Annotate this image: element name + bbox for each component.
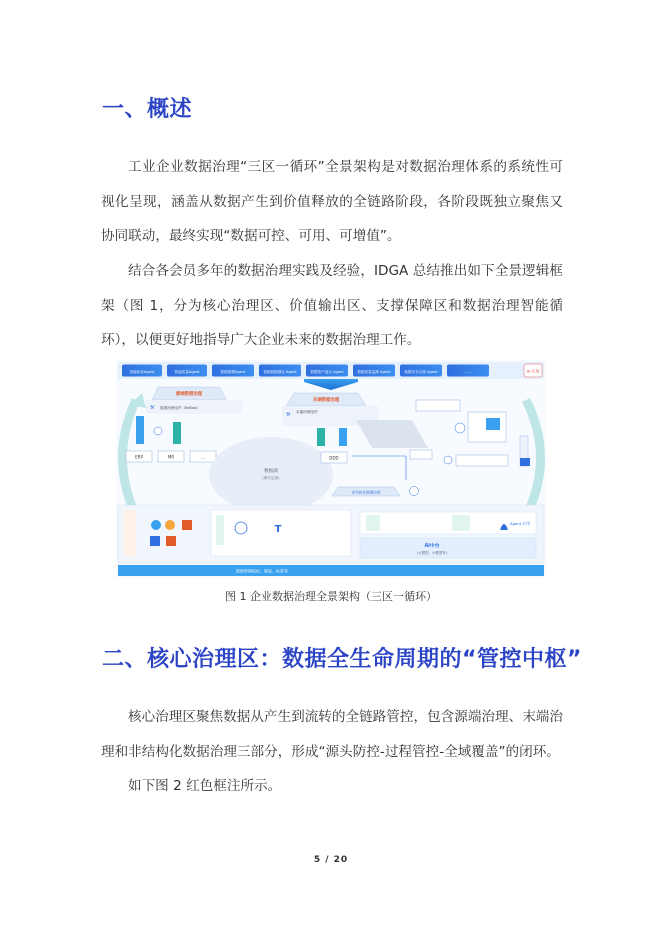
section-1-title: 一、概述 — [102, 97, 193, 122]
end-governance-title: 末端数据治理 — [312, 398, 340, 403]
app-icon — [165, 520, 175, 530]
tools-icon: ⚒ — [286, 412, 291, 418]
agent-chip-label: 智能数据湖仓 Agent — [263, 370, 297, 374]
share-icon — [410, 487, 419, 496]
page-number: 5 / 20 — [313, 855, 349, 865]
ai-platform-sublabel: (大模型、小模型等) — [417, 551, 447, 555]
tools-icon: ⚒ — [150, 405, 155, 411]
top-agent-row — [122, 364, 542, 377]
system-label: ERP — [135, 454, 143, 460]
document-icon — [182, 520, 192, 530]
source-governance-title: 源端数据治理 — [175, 392, 203, 397]
data-box — [452, 515, 470, 531]
agent-application-label: Agent 应用 — [509, 521, 531, 526]
system-label: MR — [167, 454, 175, 460]
section-2-title: 二、核心治理区：数据全生命周期的“管控中枢” — [102, 647, 582, 672]
down-arrow-icon — [136, 416, 144, 444]
section-2-paragraph-2: 如下图 2 红色框注所示。 — [128, 778, 282, 794]
agent-chip-label: 数据安全合规 Agent — [404, 370, 438, 374]
ai-application-tag-label: AI 应用 — [526, 368, 540, 374]
vertical-label-box — [124, 510, 136, 556]
ai-platform-label: AI中台 — [424, 544, 440, 549]
end-governance-subtitle: 末端治理组件 — [296, 410, 318, 414]
down-arrow-icon — [339, 428, 347, 446]
bottom-foundation-bar — [118, 565, 544, 576]
vertical-label-box — [216, 515, 224, 545]
system-label: ... — [201, 454, 205, 460]
agent-chip-label: ...... — [464, 369, 472, 374]
source-governance-subtitle: 数据治理组件（BeEdo） — [160, 406, 201, 410]
figure-1-caption: 图 1 企业数据治理全景架构（三区一循环） — [225, 590, 437, 603]
data-lake-shape — [209, 437, 333, 513]
section-1-paragraph-2: 结合各会员多年的数据治理实践及经验，IDGA 总结推出如下全景逻辑框架（图 1，分为核心治理区、价值输出区、支撑保障区和数据治理智能循环），以便更好地指导广大企业未来的数据治理工作。 — [101, 263, 563, 348]
data-lake-label: 数据湖 — [264, 469, 278, 474]
data-lake-sublabel: (操作层面) — [262, 476, 280, 480]
chart-icon — [486, 418, 500, 430]
shield-icon — [154, 427, 162, 435]
shield-icon — [455, 423, 465, 433]
search-icon — [444, 456, 452, 464]
app-icon — [166, 536, 176, 546]
laptop-icon — [520, 458, 530, 466]
app-icon — [150, 536, 160, 546]
agent-chip-label: 数据质量监测 Agent — [357, 370, 391, 374]
agent-chip-label: 数据资产盘点 Agent — [310, 370, 344, 374]
figure-1-architecture-diagram — [116, 360, 546, 578]
section-1-paragraph-1: 工业企业数据治理“三区一循环”全景架构是对数据治理体系的系统性可视化呈现，涵盖从数据产生到价值释放的全链路阶段，各阶段既独立聚焦又协同联动，最终实现“数据可控、可用、可增值”。 — [101, 159, 563, 244]
agent-chip-label: 智能标准Agent — [129, 370, 155, 374]
text-icon: T — [274, 524, 282, 535]
unstructured-governance-label: 非结构化数据治理 — [351, 490, 381, 495]
up-arrow-icon — [173, 422, 181, 444]
app-icon — [151, 520, 161, 530]
agent-chip-label: 智能质量Agent — [174, 370, 200, 374]
ai-platform-box — [360, 538, 536, 558]
section-2-paragraph-1: 核心治理区聚焦数据从产生到流转的全链路管控，包含源端治理、末端治理和非结构化数据治理三部分，形成“源头防控-过程管控-全域覆盖”的闭环。 — [101, 709, 563, 760]
database-label: DDD — [329, 455, 339, 461]
agent-chip-label: 数据建模Agent — [220, 370, 246, 374]
data-box — [366, 515, 380, 531]
up-arrow-icon — [317, 428, 325, 446]
bottom-foundation-label: 数据管理组织、制度、标准等 — [236, 568, 288, 574]
